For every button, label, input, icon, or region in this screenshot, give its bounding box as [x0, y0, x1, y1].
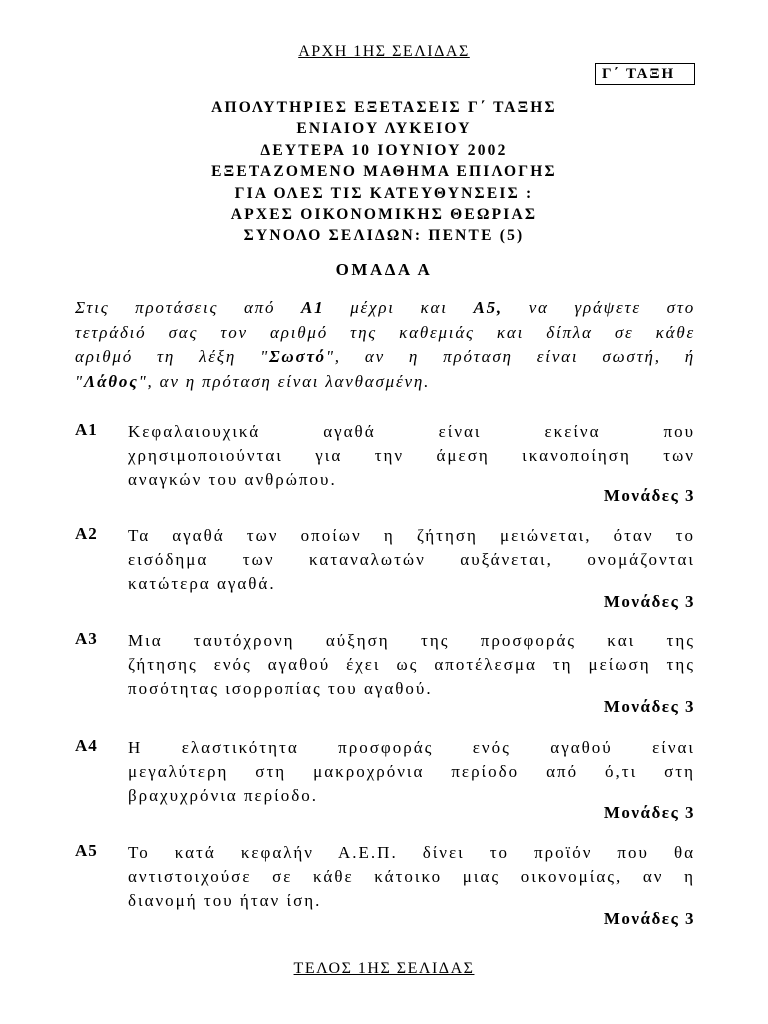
instructions-text: ", αν η πρόταση είναι λανθασμένη. [138, 371, 431, 391]
title-line: ΔΕΥΤΕΡΑ 10 ΙΟΥΝΙΟΥ 2002 [260, 141, 508, 159]
question-line: χρησιμοποιούνται για την άμεση ικανοποίηση των [128, 446, 695, 465]
question-text [128, 629, 695, 701]
question-text [128, 524, 695, 596]
question-line: κατώτερα αγαθά. [128, 574, 276, 593]
instructions-text: Στις προτάσεις από [75, 298, 302, 317]
instructions-emphasis: Α5, [473, 298, 503, 317]
class-label-box: Γ΄ ΤΑΞΗ [595, 63, 695, 85]
instructions-line [75, 296, 695, 321]
instructions-text: να γράψετε στο [502, 298, 695, 317]
page-end-footer [0, 960, 768, 978]
question-line: μεγαλύτερη στη μακροχρόνια περίοδο από ό,τι στη [128, 762, 695, 781]
question-marks: Μονάδες 3 [603, 592, 695, 611]
question-line: Μια ταυτόχρονη αύξηση της προσφοράς και της [128, 631, 695, 650]
question-item [75, 420, 695, 515]
question-marks: Μονάδες 3 [603, 803, 695, 822]
instructions-text: μέχρι και [324, 298, 474, 317]
question-line: αντιστοιχούσε σε κάθε κάτοικο μιας οικονομίας, αν η [128, 867, 695, 886]
instructions-paragraph [75, 296, 695, 394]
question-item [75, 629, 695, 724]
title-line: ΕΝΙΑΙΟΥ ΛΥΚΕΙΟΥ [296, 120, 472, 138]
question-marks: Μονάδες 3 [603, 909, 695, 928]
page-start-header [0, 43, 768, 61]
question-text [128, 841, 695, 913]
page-start-label: ΑΡΧΗ 1ΗΣ ΣΕΛΙΔΑΣ [298, 43, 470, 60]
question-number: Α1 [75, 420, 98, 439]
question-line: Κεφαλαιουχικά αγαθά είναι εκείνα που [128, 422, 695, 441]
title-line: ΕΞΕΤΑΖΟΜΕΝΟ ΜΑΘΗΜΑ ΕΠΙΛΟΓΗΣ [211, 163, 557, 181]
question-text [128, 736, 695, 808]
instructions-text: ", αν η πρόταση είναι σωστή, ή [325, 347, 695, 366]
exam-title-block [0, 97, 768, 247]
title-line: ΑΡΧΕΣ ΟΙΚΟΝΟΜΙΚΗΣ ΘΕΩΡΙΑΣ [230, 206, 538, 224]
title-line: ΣΥΝΟΛΟ ΣΕΛΙΔΩΝ: ΠΕΝΤΕ (5) [243, 227, 525, 245]
title-line: ΑΠΟΛΥΤΗΡΙΕΣ ΕΞΕΤΑΣΕΙΣ Γ΄ ΤΑΞΗΣ [211, 99, 557, 116]
instructions-line [75, 345, 695, 370]
instructions-text: αριθμό τη λέξη " [75, 347, 270, 366]
question-line: Το κατά κεφαλήν Α.Ε.Π. δίνει το προϊόν που θα [128, 843, 695, 862]
question-line: βραχυχρόνια περίοδο. [128, 786, 318, 805]
instructions-line [75, 370, 695, 395]
question-line: Τα αγαθά των οποίων η ζήτηση μειώνεται, όταν το [128, 526, 695, 545]
instructions-line: τετράδιό σας τον αριθμό της καθεμιάς και δίπλα σε κάθε [75, 322, 695, 342]
question-number: Α4 [75, 736, 98, 755]
instructions-emphasis: Σωστό [269, 347, 326, 366]
question-line: αναγκών του ανθρώπου. [128, 470, 337, 489]
instructions-emphasis: Λάθος [83, 371, 139, 391]
question-number: Α5 [75, 841, 98, 860]
question-line: ποσότητας ισορροπίας του αγαθού. [128, 679, 433, 698]
question-item [75, 736, 695, 831]
question-text [128, 420, 695, 492]
question-number: Α3 [75, 629, 98, 648]
question-line: εισόδημα των καταναλωτών αυξάνεται, ονομάζονται [128, 550, 695, 569]
question-item [75, 841, 695, 936]
title-line: ΓΙΑ ΟΛΕΣ ΤΙΣ ΚΑΤΕΥΘΥΝΣΕΙΣ : [234, 184, 534, 202]
question-marks: Μονάδες 3 [603, 486, 695, 505]
group-title: ΟΜΑΔΑ Α [335, 260, 433, 279]
instructions-text: " [75, 371, 84, 391]
question-line: ζήτησης ενός αγαθού έχει ως αποτέλεσμα τη μείωση της [128, 655, 695, 674]
page-end-label: ΤΕΛΟΣ 1ΗΣ ΣΕΛΙΔΑΣ [293, 960, 475, 977]
instructions-emphasis: Α1 [301, 298, 325, 317]
question-marks: Μονάδες 3 [603, 697, 695, 716]
question-item [75, 524, 695, 619]
question-number: Α2 [75, 524, 98, 543]
question-line: διανομή του ήταν ίση. [128, 891, 322, 910]
question-line: Η ελαστικότητα προσφοράς ενός αγαθού είναι [128, 738, 695, 757]
